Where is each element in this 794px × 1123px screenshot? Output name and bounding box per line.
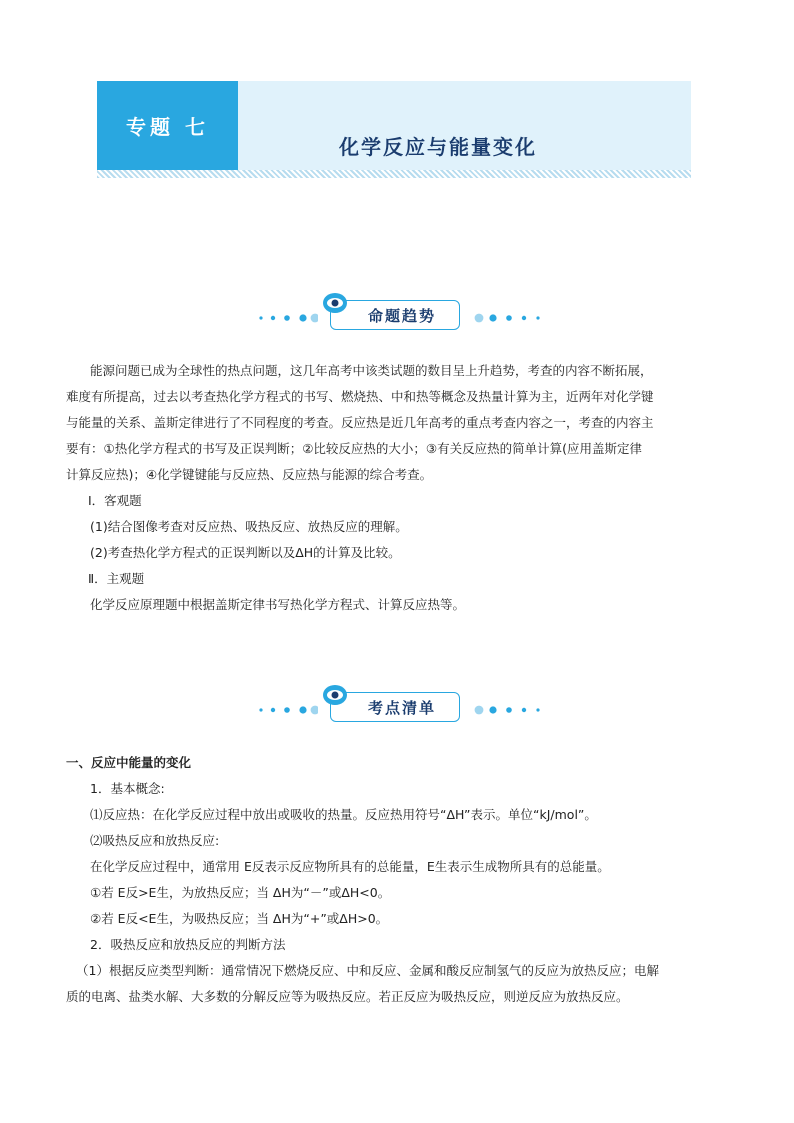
banner-stripe bbox=[97, 170, 691, 178]
intro-line: 要有：①热化学方程式的书写及正误判断；②比较反应热的大小；③有关反应热的简单计算(应用盖斯定律 bbox=[66, 441, 642, 456]
dots-right-icon bbox=[474, 704, 544, 716]
definition: ①若 E反>E生，为放热反应；当 ΔH为“－”或ΔH<0。 bbox=[90, 885, 391, 900]
intro-line: 难度有所提高，过去以考查热化学方程式的书写、燃烧热、中和热等概念及热量计算为主，近两年对化学键 bbox=[66, 389, 654, 404]
definition: ⑵吸热反应和放热反应: bbox=[90, 833, 220, 848]
method-line: （1）根据反应类型判断：通常情况下燃烧反应、中和反应、金属和酸反应制氢气的反应为放热反应；电解 bbox=[76, 963, 659, 978]
content-heading: 一、反应中能量的变化 bbox=[66, 755, 192, 770]
subjective-title: Ⅱ．主观题 bbox=[88, 571, 145, 586]
subjective-item: 化学反应原理题中根据盖斯定律书写热化学方程式、计算反应热等。 bbox=[90, 597, 466, 612]
intro-text bbox=[66, 358, 730, 618]
objective-item: (1)结合图像考查对反应热、吸热反应、放热反应的理解。 bbox=[90, 519, 408, 534]
section-title: 命题趋势 bbox=[330, 300, 460, 330]
dots-right-icon bbox=[474, 312, 544, 324]
intro-line: 能源问题已成为全球性的热点问题，这几年高考中该类试题的数目呈上升趋势，考查的内容不断拓展， bbox=[90, 363, 653, 378]
topic-label: 专题 七 bbox=[97, 81, 238, 170]
definition: ⑴反应热：在化学反应过程中放出或吸收的热量。反应热用符号“ΔH”表示。单位“kJ/mol”。 bbox=[90, 807, 597, 822]
dots-left-icon bbox=[258, 312, 318, 324]
dots-left-icon bbox=[258, 704, 318, 716]
content-text bbox=[66, 750, 730, 1010]
eye-icon bbox=[322, 292, 348, 314]
subheading: 2．吸热反应和放热反应的判断方法 bbox=[90, 937, 286, 952]
section-heading-trend bbox=[258, 292, 558, 332]
objective-item: (2)考查热化学方程式的正误判断以及ΔH的计算及比较。 bbox=[90, 545, 401, 560]
definition: ②若 E反<E生，为吸热反应；当 ΔH为“+”或ΔH>0。 bbox=[90, 911, 389, 926]
subheading: 1．基本概念: bbox=[90, 781, 165, 796]
chapter-banner bbox=[97, 81, 691, 170]
chapter-title: 化学反应与能量变化 bbox=[339, 135, 537, 159]
intro-line: 计算反应热)；④化学键键能与反应热、反应热与能源的综合考查。 bbox=[66, 467, 433, 482]
definition: 在化学反应过程中，通常用 E反表示反应物所具有的总能量，E生表示生成物所具有的总能量。 bbox=[90, 859, 610, 874]
intro-line: 与能量的关系、盖斯定律进行了不同程度的考查。反应热是近几年高考的重点考查内容之一，考查的内容主 bbox=[66, 415, 654, 430]
section-title: 考点清单 bbox=[330, 692, 460, 722]
objective-title: Ⅰ．客观题 bbox=[88, 493, 142, 508]
section-heading-checklist bbox=[258, 684, 558, 724]
method-line: 质的电离、盐类水解、大多数的分解反应等为吸热反应。若正反应为吸热反应，则逆反应为放热反应。 bbox=[66, 989, 629, 1004]
eye-icon bbox=[322, 684, 348, 706]
